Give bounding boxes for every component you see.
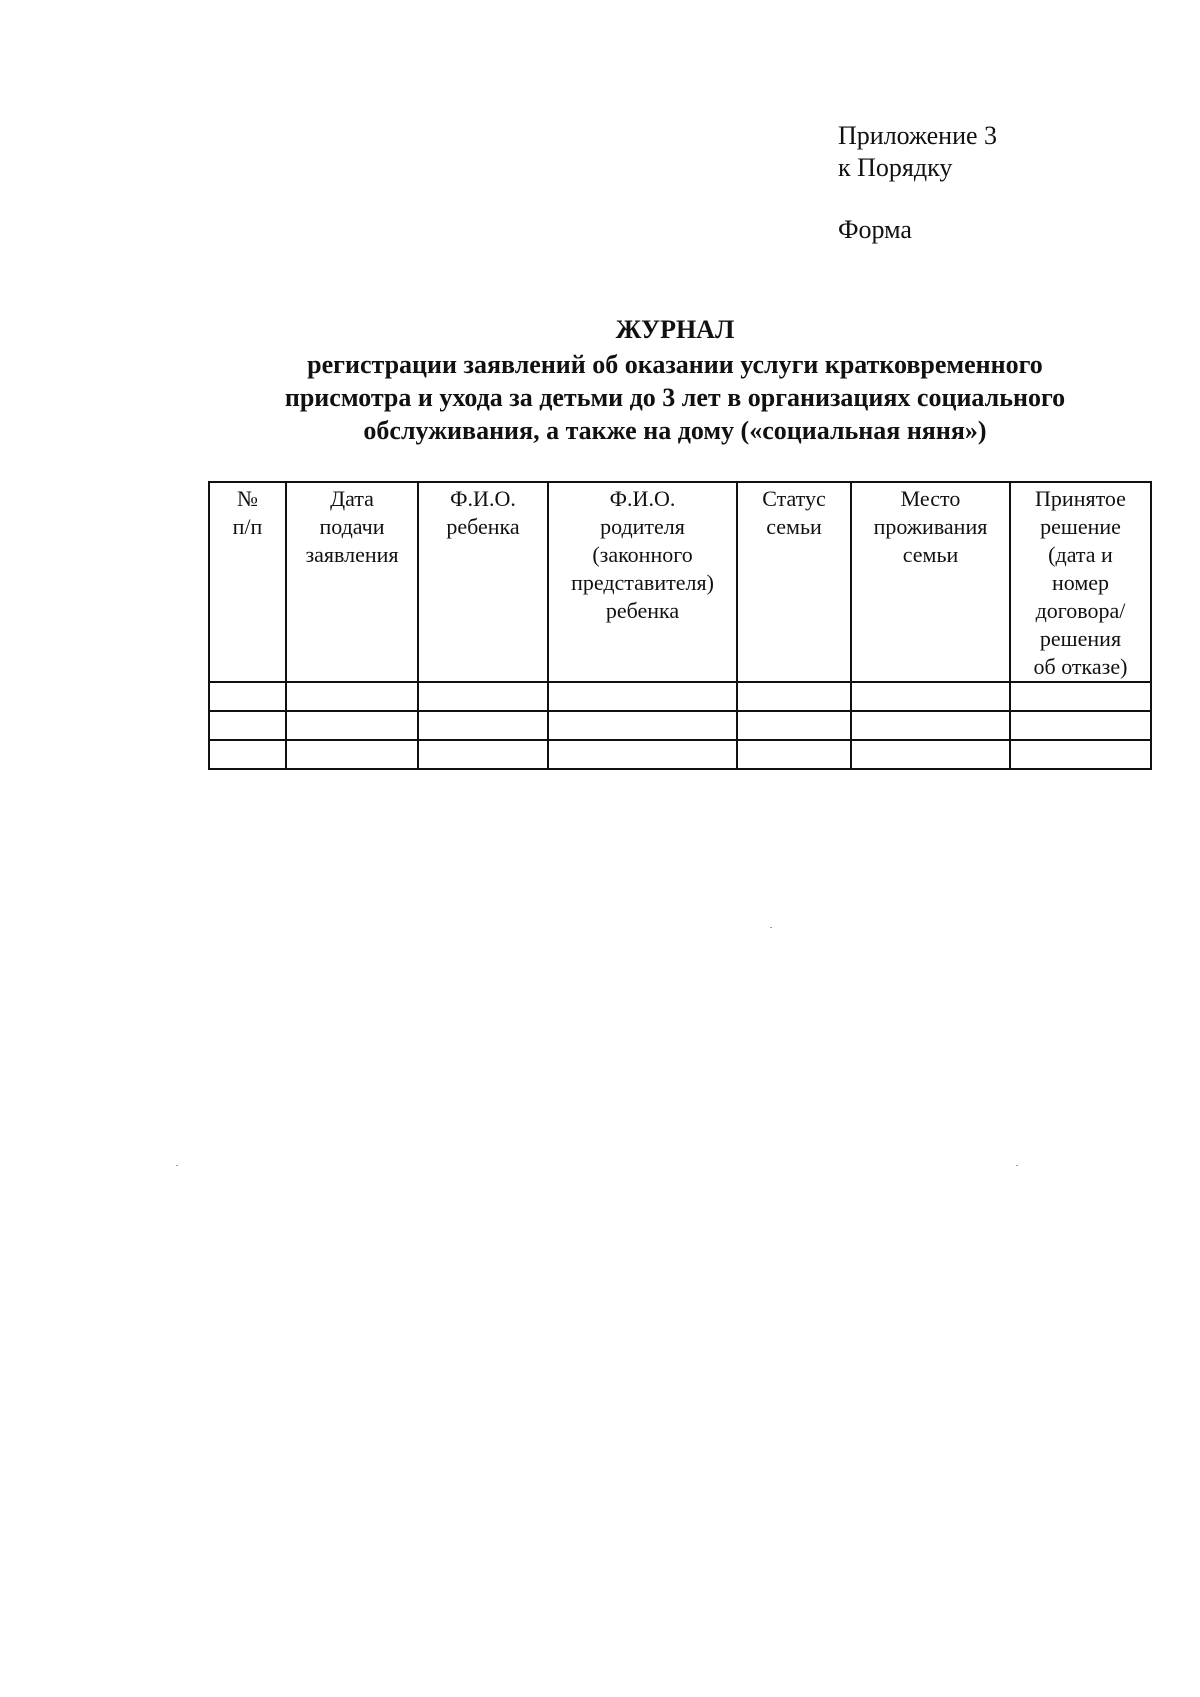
table-cell: [548, 740, 737, 769]
table-row: [209, 711, 1151, 740]
table-cell: [286, 711, 418, 740]
appendix-block: [838, 120, 997, 246]
scan-speck: [770, 927, 772, 928]
form-label: Форма: [838, 215, 912, 244]
table-cell: [548, 711, 737, 740]
table-cell: [1010, 682, 1151, 711]
header-submission-date: Дата подачи заявления: [286, 482, 418, 682]
table-row: [209, 740, 1151, 769]
table-cell: [209, 711, 286, 740]
title-subtitle-line: обслуживания, а также на дому («социальная няня»): [363, 416, 987, 445]
table-cell: [737, 711, 851, 740]
table-cell: [209, 740, 286, 769]
title-subtitle-line: регистрации заявлений об оказании услуги кратковременного: [307, 350, 1043, 379]
title-main: ЖУРНАЛ: [615, 315, 735, 344]
header-number: № п/п: [209, 482, 286, 682]
table-cell: [737, 740, 851, 769]
appendix-reference: к Порядку: [838, 153, 953, 182]
header-parent-name: Ф.И.О. родителя (законного представителя) ребенка: [548, 482, 737, 682]
header-family-status: Статус семьи: [737, 482, 851, 682]
table-cell: [418, 740, 548, 769]
scan-speck: [1016, 1165, 1018, 1166]
table-row: [209, 682, 1151, 711]
table-cell: [851, 740, 1010, 769]
header-family-residence: Место проживания семьи: [851, 482, 1010, 682]
table-cell: [286, 682, 418, 711]
appendix-number: Приложение 3: [838, 121, 998, 150]
header-child-name: Ф.И.О. ребенка: [418, 482, 548, 682]
registration-table: [208, 481, 1152, 770]
table-cell: [1010, 711, 1151, 740]
document-title: [160, 313, 1190, 447]
table-cell: [286, 740, 418, 769]
table-cell: [737, 682, 851, 711]
header-decision: Принятое решение (дата и номер договора/ решения об отказе): [1010, 482, 1151, 682]
scan-speck: [176, 1165, 178, 1166]
title-subtitle-line: присмотра и ухода за детьми до 3 лет в организациях социального: [284, 383, 1066, 412]
table-cell: [418, 711, 548, 740]
table-cell: [548, 682, 737, 711]
table-header-row: [209, 482, 1151, 682]
table-cell: [851, 711, 1010, 740]
table-cell: [851, 682, 1010, 711]
table-cell: [209, 682, 286, 711]
table-cell: [418, 682, 548, 711]
table-cell: [1010, 740, 1151, 769]
